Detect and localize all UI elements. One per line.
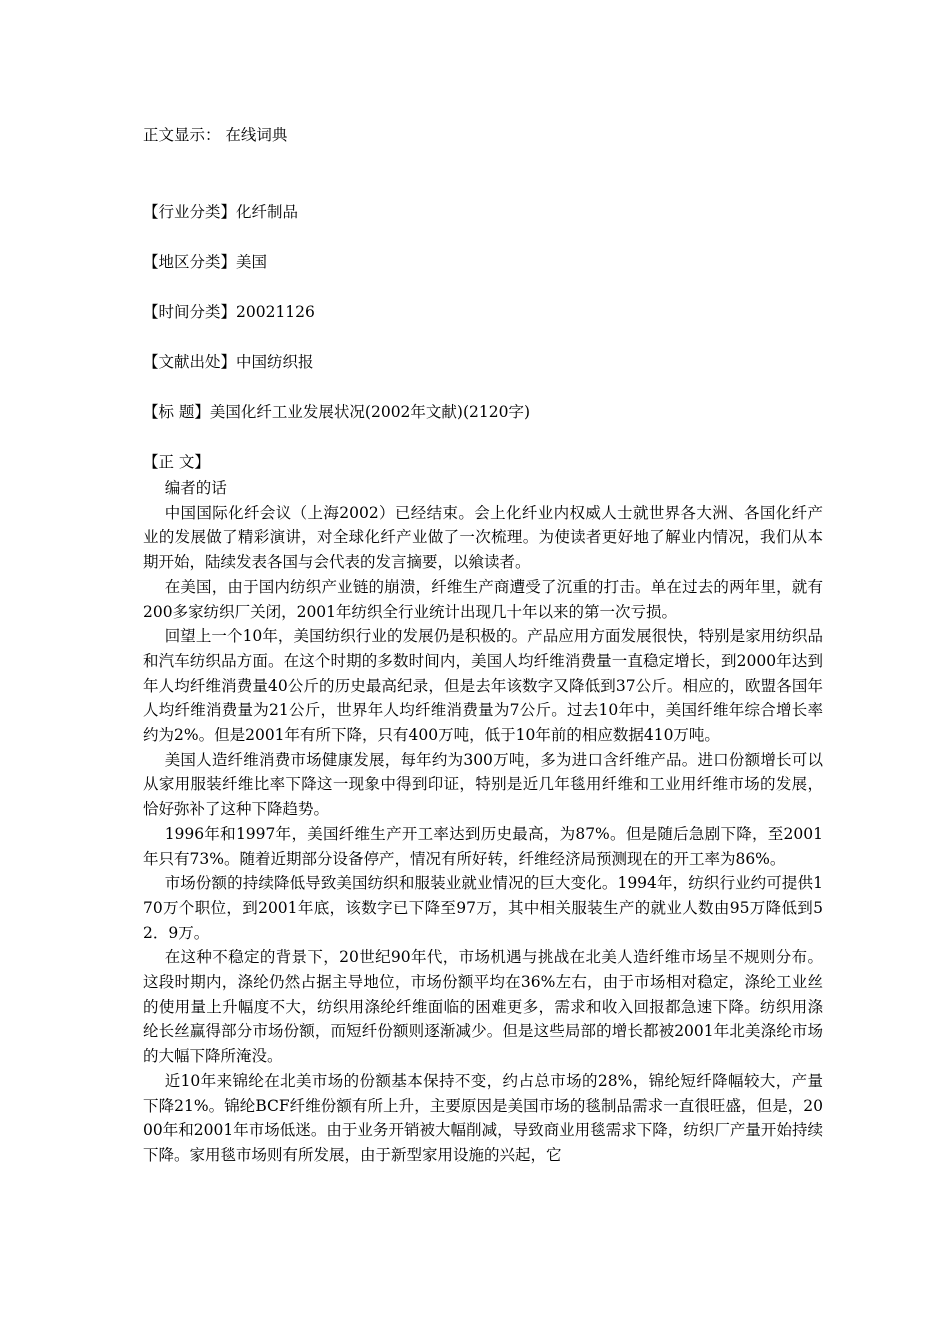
body-label: 【正 文】	[143, 453, 210, 471]
paragraph: 美国人造纤维消费市场健康发展，每年约为300万吨，多为进口含纤维产品。进口份额增长可以从家用服装纤维比率下降这一现象中得到印证，特别是近几年毯用纤维和工业用纤维市场的发展，恰好弥补了这种下降趋势。	[143, 750, 823, 819]
document-title: 【标 题】美国化纤工业发展状况(2002年文献)(2120字)	[143, 403, 531, 421]
paragraph: 在这种不稳定的背景下，20世纪90年代，市场机遇与挑战在北美人造纤维市场呈不规则分布。这段时期内，涤纶仍然占据主导地位，市场份额平均在36%左右，由于市场相对稳定，涤纶工业丝的使用量上升幅度不大，纺织用涤纶纤维面临的困难更多，需求和收入回报都急速下降。纺织用涤纶长丝赢得部分市场份额，而短纤份额则逐渐减少。但是这些局部的增长都被2001年北美涤纶市场的大幅下降所淹没。	[143, 948, 823, 1066]
paragraph: 近10年来锦纶在北美市场的份额基本保持不变，约占总市场的28%，锦纶短纤降幅较大，产量下降21%。锦纶BCF纤维份额有所上升，主要原因是美国市场的毯制品需求一直很旺盛，但是，2000年和2001年市场低迷。由于业务开销被大幅削减，导致商业用毯需求下降，纺织厂产量开始持续下降。家用毯市场则有所发展，由于新型家用设施的兴起，它	[143, 1071, 823, 1164]
paragraph: 回望上一个10年，美国纺织行业的发展仍是积极的。产品应用方面发展很快，特别是家用纺织品和汽车纺织品方面。在这个时期的多数时间内，美国人均纤维消费量一直稳定增长，到2000年达到年人均纤维消费量40公斤的历史最高纪录，但是去年该数字又降低到37公斤。相应的，欧盟各国年人均纤维消费量为21公斤，世界年人均纤维消费量为7公斤。过去10年中，美国纤维年综合增长率约为2%。但是2001年有所下降，只有400万吨，低于10年前的相应数据410万吨。	[143, 627, 823, 745]
industry-category: 【行业分类】化纤制品	[143, 203, 299, 221]
paragraph: 1996年和1997年，美国纤维生产开工率达到历史最高，为87%。但是随后急剧下降，至2001年只有73%。随着近期部分设备停产，情况有所好转，纤维经济局预测现在的开工率为86%。	[143, 824, 823, 868]
paragraph: 中国国际化纤会议（上海2002）已经结束。会上化纤业内权威人士就世界各大洲、各国化纤产业的发展做了精彩演讲，对全球化纤产业做了一次梳理。为使读者更好地了解业内情况，我们从本期开始，陆续发表各国与会代表的发言摘要，以飨读者。	[143, 503, 823, 572]
document-source: 【文献出处】中国纺织报	[143, 353, 314, 371]
region-category: 【地区分类】美国	[143, 253, 268, 271]
time-category: 【时间分类】20021126	[143, 303, 315, 321]
display-line: 正文显示： 在线词典	[143, 126, 288, 144]
editor-note-heading: 编者的话	[164, 479, 227, 497]
article-body	[143, 476, 823, 1168]
paragraph: 市场份额的持续降低导致美国纺织和服装业就业情况的巨大变化。1994年，纺织行业约可提供170万个职位，到2001年底，该数字已下降至97万，其中相关服装生产的就业人数由95万降低到52．9万。	[143, 874, 823, 942]
paragraph: 在美国，由于国内纺织产业链的崩溃，纤维生产商遭受了沉重的打击。单在过去的两年里，就有200多家纺织厂关闭，2001年纺织全行业统计出现几十年以来的第一次亏损。	[143, 577, 823, 621]
